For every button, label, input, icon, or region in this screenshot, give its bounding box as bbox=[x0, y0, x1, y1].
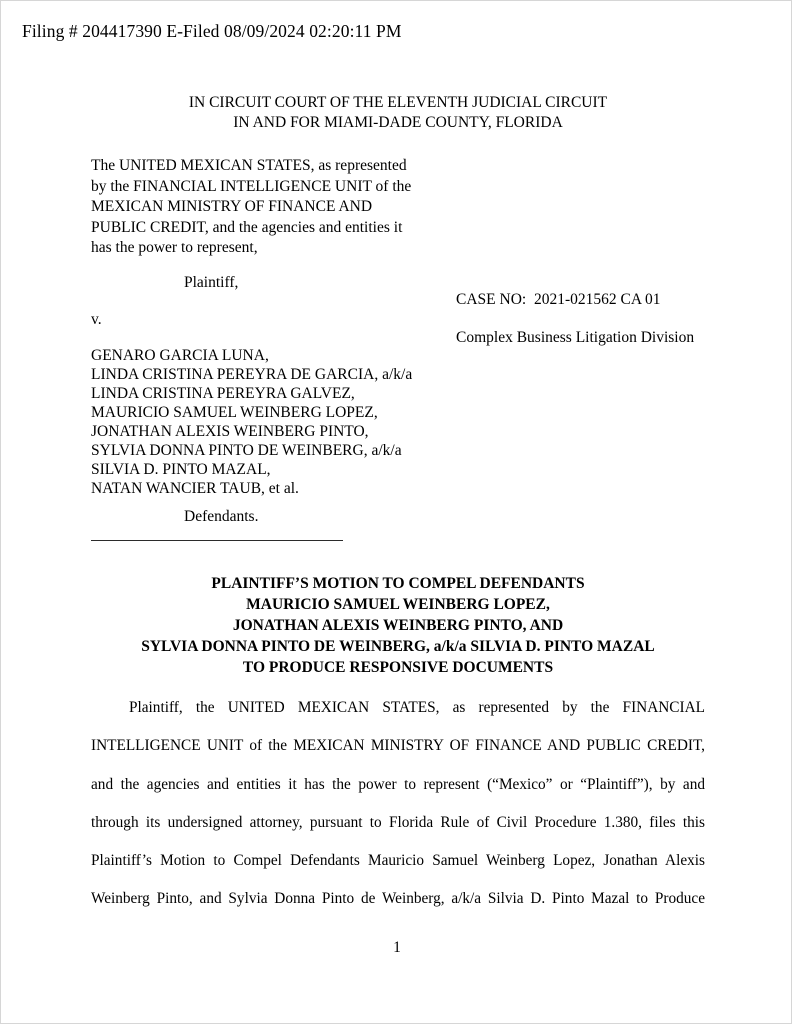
body-text-line: Plaintiff, the UNITED MEXICAN STATES, as represented by the FINANCIAL bbox=[129, 699, 705, 716]
defendant-name: JONATHAN ALEXIS WEINBERG PINTO, bbox=[91, 422, 369, 440]
motion-title-line: MAURICIO SAMUEL WEINBERG LOPEZ, bbox=[246, 596, 550, 613]
case-number: CASE NO: 2021-021562 CA 01 bbox=[456, 291, 661, 308]
case-info bbox=[456, 290, 694, 348]
body-text-line: INTELLIGENCE UNIT of the MEXICAN MINISTRY OF FINANCE AND PUBLIC CREDIT, bbox=[91, 737, 705, 755]
motion-title-line: TO PRODUCE RESPONSIVE DOCUMENTS bbox=[242, 659, 554, 676]
body-text-line: Weinberg Pinto, and Sylvia Donna Pinto de Weinberg, a/k/a Silvia D. Pinto Mazal to Produce bbox=[91, 890, 705, 908]
body-text-line: and the agencies and entities it has the power to represent (“Mexico” or “Plaintiff”), by and bbox=[91, 775, 705, 793]
motion-title-line: PLAINTIFF’S MOTION TO COMPEL DEFENDANTS bbox=[211, 575, 585, 592]
plaintiff-description-line: PUBLIC CREDIT, and the agencies and entities it bbox=[91, 218, 403, 236]
motion-title-line: SYLVIA DONNA PINTO DE WEINBERG, a/k/a SILVIA D. PINTO MAZAL bbox=[141, 638, 655, 655]
body-text-line: Plaintiff’s Motion to Compel Defendants Mauricio Samuel Weinberg Lopez, Jonathan Alexis bbox=[91, 852, 705, 870]
defendant-name: GENARO GARCIA LUNA, bbox=[91, 346, 269, 364]
motion-title bbox=[91, 573, 705, 678]
court-title-line-1: IN CIRCUIT COURT OF THE ELEVENTH JUDICIAL CIRCUIT bbox=[188, 94, 608, 111]
defendant-name: SYLVIA DONNA PINTO DE WEINBERG, a/k/a bbox=[91, 441, 402, 459]
plaintiff-description-line: has the power to represent, bbox=[91, 239, 258, 256]
defendant-name: LINDA CRISTINA PEREYRA DE GARCIA, a/k/a bbox=[91, 365, 413, 383]
plaintiff-description-line: The UNITED MEXICAN STATES, as represented bbox=[91, 157, 407, 174]
plaintiff-description bbox=[91, 156, 463, 259]
caption-divider-rule bbox=[91, 540, 343, 541]
defendant-name: SILVIA D. PINTO MAZAL, bbox=[91, 460, 271, 478]
division-name: Complex Business Litigation Division bbox=[456, 329, 695, 346]
plaintiff-description-line: by the FINANCIAL INTELLIGENCE UNIT of the bbox=[91, 177, 412, 195]
versus-label: v. bbox=[91, 311, 102, 328]
body-paragraph bbox=[91, 689, 705, 919]
plaintiff-description-line: MEXICAN MINISTRY OF FINANCE AND bbox=[91, 198, 373, 215]
body-text-line: through its undersigned attorney, pursuant to Florida Rule of Civil Procedure 1.380, files this bbox=[91, 813, 705, 831]
page-number: 1 bbox=[393, 939, 401, 956]
court-title-line-2: IN AND FOR MIAMI-DADE COUNTY, FLORIDA bbox=[233, 114, 563, 131]
defendants-list bbox=[91, 346, 463, 498]
defendants-label: Defendants. bbox=[184, 507, 259, 525]
efiling-stamp: Filing # 204417390 E-Filed 08/09/2024 02:20:11 PM bbox=[22, 21, 402, 41]
defendant-name: NATAN WANCIER TAUB, et al. bbox=[91, 479, 299, 497]
case-caption-parties bbox=[91, 156, 463, 541]
plaintiff-label: Plaintiff, bbox=[184, 273, 239, 291]
court-title bbox=[91, 93, 705, 133]
defendant-name: MAURICIO SAMUEL WEINBERG LOPEZ, bbox=[91, 403, 378, 421]
motion-title-line: JONATHAN ALEXIS WEINBERG PINTO, AND bbox=[232, 617, 564, 634]
defendant-name: LINDA CRISTINA PEREYRA GALVEZ, bbox=[91, 384, 355, 402]
